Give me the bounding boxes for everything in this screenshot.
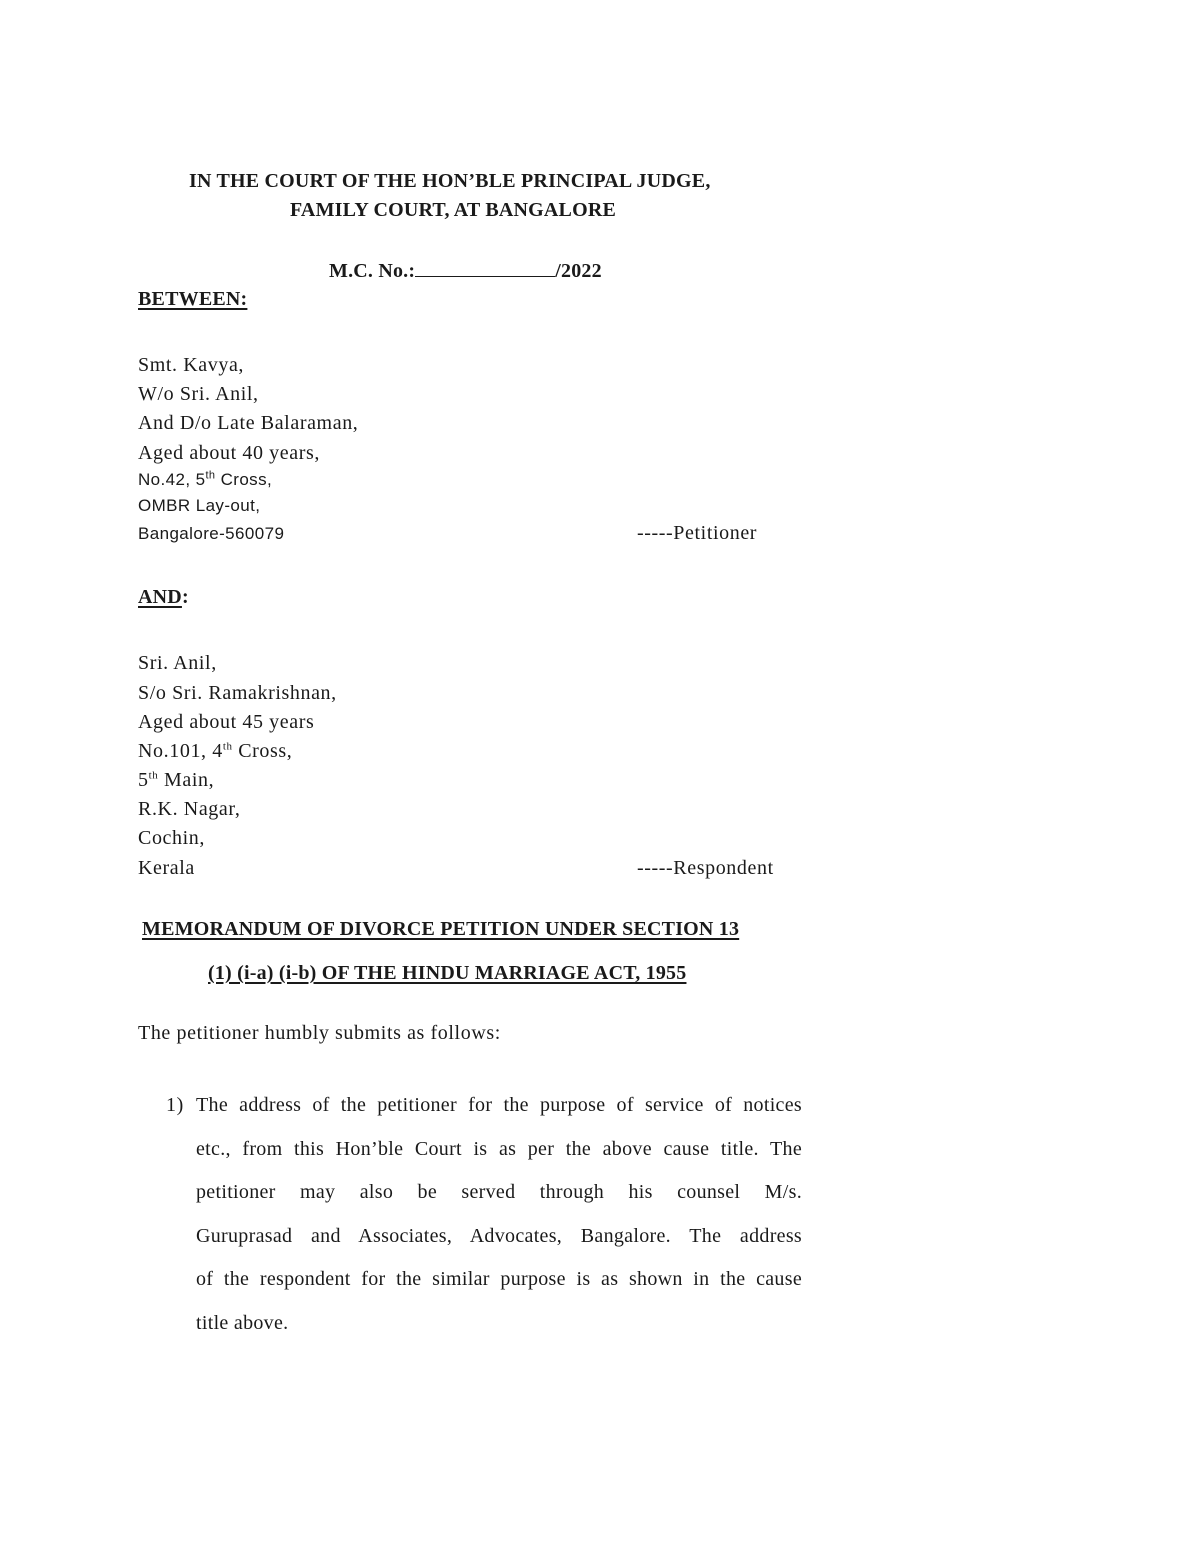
- respondent-role: -----Respondent: [637, 857, 774, 879]
- paragraph1-number: 1): [166, 1094, 184, 1116]
- respondent-line1: Sri. Anil,: [138, 652, 217, 674]
- respondent-line2: S/o Sri. Ramakrishnan,: [138, 682, 337, 704]
- respondent-line5-post: Main,: [158, 769, 215, 791]
- respondent-line3: Aged about 45 years: [138, 711, 315, 733]
- and-label-text: AND: [138, 586, 182, 608]
- memorandum-title-line1: MEMORANDUM OF DIVORCE PETITION UNDER SECTION 13: [142, 918, 740, 940]
- court-heading-line2: FAMILY COURT, AT BANGALORE: [290, 199, 617, 221]
- respondent-line4-sup: th: [222, 740, 233, 753]
- respondent-line6: R.K. Nagar,: [138, 798, 241, 820]
- petitioner-line3: And D/o Late Balaraman,: [138, 412, 359, 434]
- petitioner-line2: W/o Sri. Anil,: [138, 383, 259, 405]
- petitioner-line5-sup: th: [205, 469, 216, 482]
- paragraph1-line1: The address of the petitioner for the purpose of service of notices: [196, 1094, 802, 1116]
- case-number-suffix: /2022: [555, 260, 602, 282]
- petitioner-line1: Smt. Kavya,: [138, 354, 245, 376]
- and-label-colon: :: [181, 586, 189, 608]
- memorandum-title-line2: (1) (i-a) (i-b) OF THE HINDU MARRIAGE ACT, 1955: [208, 962, 687, 984]
- petitioner-line5-post: Cross,: [215, 470, 273, 489]
- respondent-line5-pre: 5: [138, 769, 149, 791]
- respondent-line4-pre: No.101, 4: [138, 740, 223, 762]
- respondent-line7: Cochin,: [138, 827, 205, 849]
- petitioner-line6: OMBR Lay-out,: [138, 496, 261, 515]
- respondent-line5: [138, 769, 214, 792]
- respondent-line4-post: Cross,: [232, 740, 293, 762]
- petitioner-role: -----Petitioner: [637, 522, 758, 544]
- case-number: [329, 258, 602, 283]
- case-number-blank: [415, 258, 555, 277]
- paragraph1-line4: Guruprasad and Associates, Advocates, Bangalore. The address: [196, 1224, 802, 1247]
- paragraph1-text: [196, 1084, 802, 1346]
- court-heading-line1: IN THE COURT OF THE HON’BLE PRINCIPAL JUDGE,: [189, 170, 711, 192]
- case-number-prefix: M.C. No.:: [329, 260, 416, 282]
- paragraph1-line6: title above.: [196, 1311, 289, 1334]
- respondent-line5-sup: th: [148, 769, 159, 782]
- intro-text: The petitioner humbly submits as follows:: [138, 1022, 501, 1044]
- petitioner-line5: [138, 470, 272, 490]
- petitioner-line5-pre: No.42, 5: [138, 470, 206, 489]
- between-label: BETWEEN:: [138, 288, 248, 310]
- paragraph1-line2: etc., from this Hon’ble Court is as per the above cause title. The: [196, 1137, 802, 1160]
- petitioner-line4: Aged about 40 years,: [138, 442, 320, 464]
- petitioner-line7: Bangalore-560079: [138, 524, 285, 543]
- respondent-line8: Kerala: [138, 857, 195, 879]
- paragraph1-line5: of the respondent for the similar purpose is as shown in the cause: [196, 1268, 802, 1291]
- and-label: [138, 586, 189, 609]
- respondent-line4: [138, 740, 292, 763]
- paragraph1-line3: petitioner may also be served through his counsel M/s.: [196, 1181, 802, 1204]
